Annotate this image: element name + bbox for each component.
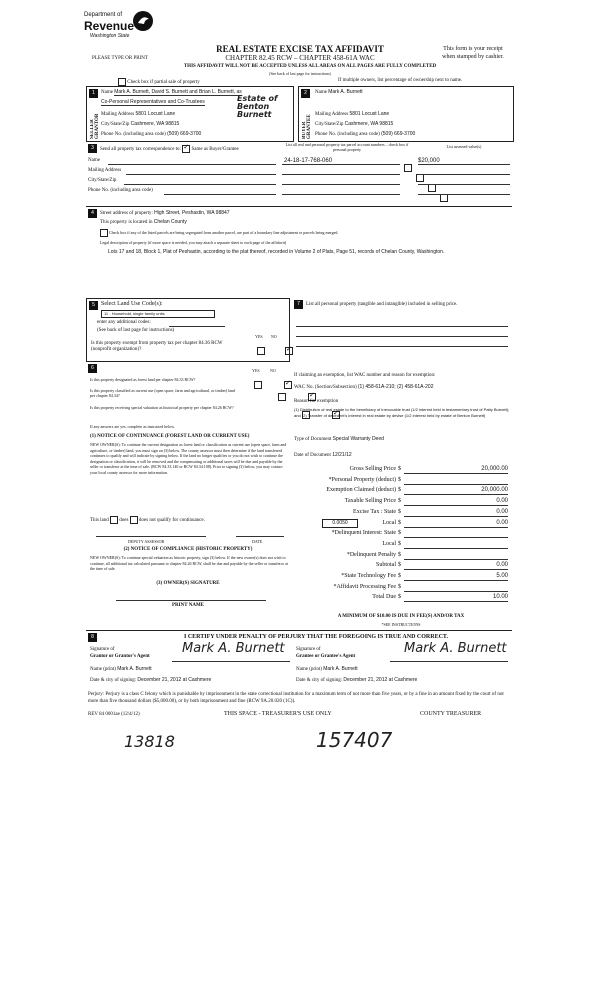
- calc-dollar-sign: $: [398, 551, 401, 558]
- exemption-reason-label: Reason for exemption: [294, 399, 339, 404]
- parcel-field-3[interactable]: [282, 184, 400, 185]
- buyer-address-label: Mailing Address: [315, 112, 349, 117]
- grantor-name-row: [90, 666, 290, 672]
- parcel-field-1[interactable]: [282, 164, 400, 165]
- see-instructions-note: *SEE INSTRUCTIONS: [381, 622, 421, 627]
- doc-date-value[interactable]: 12/21/12: [332, 452, 352, 458]
- buyer-section: [298, 86, 514, 142]
- dept-logo: [84, 10, 164, 50]
- value-field-1[interactable]: [418, 164, 510, 165]
- seller-phone-label: Phone No. (including area code): [101, 132, 166, 137]
- forest-q3: Is this property receiving special valuation as historical property per chapter 84.26 RCW?: [90, 405, 234, 410]
- grantor-name-label: Name (print): [90, 667, 116, 672]
- notice-continuance-title: (1) NOTICE OF CONTINUANCE (FOREST LAND OR CURRENT USE): [90, 434, 250, 439]
- calc-row-value[interactable]: 0.00: [404, 509, 508, 517]
- does-not-label: does not qualify for continuance.: [138, 518, 205, 524]
- exemption-reason-value[interactable]: (1) Distribution of real estate to the beneficiary of irrevocable trust (1/2 interest held in testamentary trust of Patty Burnett); and (2) Transfer of decedent's interest in real estate by devise (1/2 interest held by estate of Benton Burnett): [294, 407, 510, 418]
- grantor-date-label: Date & city of signing:: [90, 678, 137, 683]
- personal-property-checkbox-2[interactable]: [416, 174, 424, 182]
- buyer-name-row: [315, 89, 511, 95]
- calc-row-label: *State Technology Fee: [341, 573, 396, 579]
- buyer-phone-label: Phone No. (including area code): [315, 132, 380, 137]
- select-land-use-label: Select Land Use Code(s):: [101, 301, 163, 307]
- calc-row-value[interactable]: [404, 477, 508, 485]
- doc-type-row: [294, 436, 514, 442]
- segregated-row: [100, 229, 510, 237]
- calc-dollar-sign: $: [398, 530, 401, 537]
- doc-type-label: Type of Document: [294, 437, 332, 442]
- section-6-badge: 6: [88, 364, 97, 373]
- this-land-row: [90, 516, 290, 524]
- street-label: Street address of property:: [100, 211, 153, 216]
- seller-side-label: SELLER GRANTOR: [90, 113, 100, 139]
- corr-phone-label: Phone No. (including area code): [88, 188, 153, 193]
- land-use-section: [86, 298, 290, 362]
- forest-section: [86, 362, 288, 612]
- buyer-phone-value[interactable]: (509) 669-3700: [381, 131, 416, 137]
- personal-property-checkbox-3[interactable]: [428, 184, 436, 192]
- same-as-buyer-checkbox[interactable]: [182, 145, 190, 153]
- receipt-note-1: This form is your receipt: [443, 46, 503, 52]
- wac-row: [294, 384, 514, 390]
- corr-name-label: Name: [88, 158, 100, 163]
- grantee-signature-line[interactable]: [390, 661, 508, 662]
- exemption-claim-label: If claiming an exemption, list WAC number and reason for exemption:: [294, 373, 436, 378]
- segregated-checkbox[interactable]: [100, 229, 108, 237]
- county-treasurer: COUNTY TREASURER: [420, 711, 482, 717]
- grantor-date-value[interactable]: December 21, 2012 at Cashmere: [137, 677, 212, 683]
- seller-handwritten-note: Estate of Benton Burnett: [237, 94, 278, 119]
- seller-section: [86, 86, 294, 142]
- forest-q2: Is this property classified as current use (open space, farm and agricultural, or timber) land per chapter 84.34?: [90, 388, 236, 398]
- owners-signature-label: (3) OWNER(S) SIGNATURE: [156, 581, 220, 586]
- calc-dollar-sign: $: [398, 476, 401, 483]
- notice-compliance-title: (2) NOTICE OF COMPLIANCE (HISTORIC PROPERTY): [123, 547, 253, 552]
- buyer-city-label: City/State/Zip: [315, 122, 344, 127]
- parcel-field-4[interactable]: [282, 194, 400, 195]
- section-3-badge: 3: [88, 144, 97, 153]
- legal-description-value[interactable]: Lots 17 and 18, Block 1, Plat of Peshastin, according to the plat thereof, recorded in Volume 2 of Plats, Page 51, records of Chelan County, Washington.: [108, 249, 445, 255]
- personal-property-line-1[interactable]: [296, 326, 508, 327]
- calc-row-label: Taxable Selling Price: [344, 498, 396, 505]
- certify-statement: I CERTIFY UNDER PENALTY OF PERJURY THAT THE FOREGOING IS TRUE AND CORRECT.: [183, 634, 448, 640]
- seller-phone-value[interactable]: (509) 669-3700: [167, 131, 202, 137]
- street-row: [100, 210, 400, 216]
- corr-city-label: City/State/Zip: [88, 178, 117, 183]
- calc-row-label: *Delinquent Interest: State: [331, 530, 396, 537]
- calc-row-value[interactable]: [404, 584, 508, 592]
- not-accepted-note: THIS AFFIDAVIT WILL NOT BE ACCEPTED UNLESS ALL AREAS ON ALL PAGES ARE FULLY COMPLETED: [183, 64, 437, 69]
- calc-dollar-sign: $: [398, 573, 401, 579]
- buyer-name-label: Name: [315, 90, 327, 95]
- calc-dollar-sign: $: [398, 498, 401, 505]
- dept-line1: Department of: [84, 12, 123, 18]
- buyer-city-row: [315, 121, 511, 127]
- calc-row-value[interactable]: 0.00: [404, 562, 508, 570]
- calc-dollar-sign: $: [398, 562, 401, 569]
- located-value[interactable]: Chelan County: [153, 219, 187, 225]
- if-yes-note: If any answers are yes, complete as instructed below.: [90, 424, 175, 429]
- assessed-value[interactable]: $20,000: [418, 158, 440, 164]
- grantor-date-row: [90, 677, 290, 683]
- value-field-3[interactable]: [418, 184, 510, 185]
- perjury-notice: Perjury: Perjury is a class C felony which is punishable by imprisonment in the state correctional institution for a maximum term of not more than five years, or by a fine in an amount fixed by the court of not more than five thousand dollars ($5,000.00), or by both imprisonment and fine (RCW 9A.20.020 (1C)).: [88, 692, 504, 704]
- calc-row-value[interactable]: [404, 552, 508, 560]
- legal-description-label: Legal description of property (if more space is needed, you may attach a separate sheet to each page of the affidavit): [100, 240, 287, 245]
- personal-property-checkbox-1[interactable]: [404, 164, 412, 172]
- grantee-signature[interactable]: Mark A. Burnett: [404, 641, 507, 656]
- calc-dollar-sign: $: [398, 540, 401, 547]
- forest-q1-no[interactable]: [284, 381, 292, 389]
- calc-dollar-sign: $: [398, 466, 401, 472]
- land-use-see-back: (See back of last page for instructions): [97, 328, 175, 333]
- grantor-sig-label-1: Signature of: [90, 647, 115, 652]
- corr-mailing-field[interactable]: [126, 174, 276, 175]
- calc-row-label: Local: [382, 519, 396, 526]
- land-use-no-header: NO: [271, 334, 277, 339]
- calc-row-label: Local: [382, 540, 396, 547]
- land-use-yes-header: YES: [255, 334, 263, 339]
- owners-signature-line[interactable]: [116, 600, 266, 601]
- land-use-dropdown[interactable]: 11 - Household, single family units: [101, 310, 215, 318]
- handwritten-number-2: 157407: [316, 728, 393, 752]
- does-checkbox[interactable]: [110, 516, 118, 524]
- section-1-badge: 1: [89, 89, 98, 98]
- section-4-badge: 4: [88, 209, 97, 218]
- calc-row-value[interactable]: [404, 530, 508, 538]
- doc-date-label: Date of Document: [294, 453, 331, 458]
- seller-name-value-2[interactable]: Co-Personal Representatives and Co-Trustees: [101, 99, 205, 105]
- personal-property-checkbox-4[interactable]: [440, 194, 448, 202]
- calc-dollar-sign: $: [398, 519, 401, 526]
- notice-continuance-body: NEW OWNER(S): To continue the current designation as forest land or classification as current use (open space, farm and agriculture, or timber) land, you must sign on (3) below. The county assessor must then determine if the land transferred continues to qualify and will indicate by signing below. If the land no longer qualifies or you do not wish to continue the designation or classification, it will be removed and the compensating or additional taxes will be due and payable by the seller or transferor at the time of sale. (RCW 84.33.140 or RCW 84.34.108). Prior to signing (3) below, you may contact your local county assessor for more information.: [90, 442, 287, 475]
- calc-row-value[interactable]: 0.00: [404, 520, 508, 528]
- partial-sale-row: [118, 78, 200, 86]
- notice-compliance-body: NEW OWNER(S): To continue special valuation as historic property, sign (3) below. If the new owner(s) does not wish to continue, all additional tax calculated pursuant to chapter 84.26 RCW, shall be due and payable by the seller or transferor at the time of sale.: [90, 555, 288, 572]
- buyer-address-value[interactable]: 5801 Locust Lane: [349, 111, 390, 117]
- assessor-date-label: DATE: [252, 539, 263, 544]
- value-field-2[interactable]: [418, 174, 510, 175]
- calc-row-value[interactable]: [404, 541, 508, 549]
- grantee-date-label: Date & city of signing:: [296, 678, 343, 683]
- seller-name-label: Name: [101, 90, 113, 95]
- calc-row-label: *Personal Property (deduct): [328, 476, 396, 483]
- partial-sale-checkbox[interactable]: [118, 78, 126, 86]
- form-chapter: CHAPTER 82.45 RCW – CHAPTER 458-61A WAC: [225, 54, 375, 62]
- print-name-label: PRINT NAME: [172, 603, 204, 608]
- calc-row-value[interactable]: 5.00: [404, 573, 508, 581]
- property-section: [86, 206, 512, 267]
- deputy-assessor-label: DEPUTY ASSESSOR: [128, 539, 165, 544]
- buyer-address-row: [315, 111, 511, 117]
- type-or-print: PLEASE TYPE OR PRINT: [92, 56, 148, 61]
- forest-q1-yes[interactable]: [254, 381, 262, 389]
- correspondence-row: [100, 145, 280, 153]
- washington-logo-icon: [132, 10, 154, 32]
- buyer-name-value[interactable]: Mark A. Burnett: [328, 89, 363, 95]
- grantee-sig-label-2: Grantee or Grantee's Agent: [296, 654, 356, 659]
- section-8-badge: 8: [88, 633, 97, 642]
- forest-q1: Is this property designated as forest land per chapter 84.33 RCW?: [90, 377, 196, 382]
- calc-row-label: Gross Selling Price: [349, 466, 396, 472]
- wac-label: WAC No. (Section/Subsection): [294, 385, 357, 390]
- assessor-date-line[interactable]: [236, 536, 284, 537]
- calc-row-value[interactable]: 20,000.00: [404, 487, 508, 495]
- located-label: This property is located in: [100, 220, 153, 225]
- same-as-buyer-label: Same as Buyer/Grantee: [191, 147, 239, 153]
- personal-property-line-2[interactable]: [296, 336, 508, 337]
- parcel-header: List all real and personal property tax parcel account numbers – check box if personal property: [285, 142, 409, 152]
- treasurer-space: THIS SPACE - TREASURER'S USE ONLY: [224, 711, 332, 717]
- forest-yes-header: YES: [252, 368, 260, 373]
- calc-row-value[interactable]: 0.00: [404, 498, 508, 506]
- exempt-yes-checkbox[interactable]: [257, 347, 265, 355]
- calc-row-label: Excise Tax : State: [353, 508, 396, 515]
- seller-city-value[interactable]: Cashmere, WA 98815: [130, 121, 180, 127]
- form-title: REAL ESTATE EXCISE TAX AFFIDAVIT: [216, 44, 384, 54]
- grantee-name-label: Name (print): [296, 667, 322, 672]
- section-5-badge: 5: [89, 301, 98, 310]
- forest-q2-yes[interactable]: [278, 393, 286, 401]
- grantee-date-row: [296, 677, 506, 683]
- dept-line2: Revenue: [84, 19, 135, 33]
- located-row: [100, 219, 400, 225]
- seller-address-label: Mailing Address: [101, 112, 135, 117]
- minimum-due-note: A MINIMUM OF $10.00 IS DUE IN FEE(S) AND/OR TAX: [337, 614, 465, 619]
- seller-city-row: [101, 121, 281, 127]
- calc-dollar-sign: $: [398, 508, 401, 515]
- grantor-signature-line[interactable]: [172, 661, 290, 662]
- buyer-side-label: BUYER GRANTEE: [302, 114, 312, 139]
- grantor-signature[interactable]: Mark A. Burnett: [182, 641, 285, 656]
- parcel-field-2[interactable]: [282, 174, 400, 175]
- grantee-sig-label-1: Signature of: [296, 647, 321, 652]
- calc-row-label: *Delinquent Penalty: [346, 551, 396, 558]
- segregated-label: Check box if any of the listed parcels are being segregated from another parcel, are part of a boundary line adjustment or parcels being merged.: [109, 229, 339, 235]
- parcel-number[interactable]: 24-18-17-768-060: [284, 158, 333, 164]
- calc-row-label: Exemption Claimed (deduct): [326, 487, 396, 494]
- grantee-name-row: [296, 666, 506, 672]
- additional-codes-label: enter any additional codes:: [97, 320, 151, 325]
- correspondence-label: Send all property tax correspondence to:: [100, 147, 181, 153]
- deputy-assessor-line[interactable]: [96, 536, 206, 537]
- doc-date-row: [294, 452, 514, 458]
- buyer-city-value[interactable]: Cashmere, WA 98815: [344, 121, 394, 127]
- handwritten-number-1: 13818: [124, 732, 175, 751]
- value-field-4[interactable]: [418, 194, 510, 195]
- calc-dollar-sign: $: [398, 487, 401, 494]
- does-not-checkbox[interactable]: [130, 516, 138, 524]
- see-back-note: (See back of last page for instructions): [269, 71, 331, 76]
- seller-city-label: City/State/Zip: [101, 122, 130, 127]
- grantee-date-value[interactable]: December 21, 2012 at Cashmere: [343, 677, 418, 683]
- forest-no-header: NO: [270, 368, 276, 373]
- street-value[interactable]: High Street, Peshastin, WA 98847: [154, 210, 230, 216]
- seller-phone-row: [101, 131, 291, 137]
- rev-number: REV 84 0001ae (12/4/12): [88, 712, 140, 717]
- does-label: does: [119, 518, 129, 524]
- receipt-note-2: when stamped by cashier.: [442, 54, 504, 60]
- calc-dollar-sign: $: [398, 594, 401, 601]
- calc-row-value[interactable]: 10.00: [404, 594, 508, 602]
- seller-address-row: [101, 111, 251, 117]
- doc-type-value[interactable]: Special Warranty Deed: [332, 436, 384, 442]
- section-7-badge: 7: [294, 300, 303, 309]
- corr-phone-field[interactable]: [164, 194, 276, 195]
- corr-city-field[interactable]: [124, 184, 276, 185]
- multiple-owners-note: If multiple owners, list percentage of ownership next to name.: [338, 78, 463, 83]
- assessed-value-header: List assessed value(s): [446, 144, 482, 149]
- tax-calculation: [292, 464, 512, 604]
- corr-mailing-label: Mailing Address: [88, 168, 122, 173]
- grantor-name-value[interactable]: Mark A. Burnett: [117, 666, 152, 672]
- grantee-name-value[interactable]: Mark A. Burnett: [323, 666, 358, 672]
- calc-dollar-sign: $: [398, 583, 401, 590]
- buyer-phone-row: [315, 131, 511, 137]
- grantor-sig-label-2: Grantor or Grantor's Agent: [90, 654, 150, 659]
- wac-value[interactable]: (1) 458-61A-210; (2) 458-61A-202: [357, 384, 434, 390]
- dept-line3: Washington State: [90, 33, 130, 39]
- seller-name-value[interactable]: Mark A. Burnett, David S. Burnett and Brian L. Burnett, as: [114, 89, 242, 95]
- exempt-question: Is this property exempt from property tax per chapter 84.36 RCW (nonprofit organization)?: [91, 341, 223, 352]
- partial-sale-label: Check box if partial sale of property: [127, 80, 200, 86]
- certification-section: [86, 630, 512, 691]
- calc-row-value[interactable]: 20,000.00: [404, 466, 508, 474]
- additional-codes-field[interactable]: [169, 326, 225, 327]
- personal-property-line-3[interactable]: [296, 346, 508, 347]
- calc-row-label: Subtotal: [375, 562, 396, 569]
- calc-row-label: Total Due: [372, 594, 396, 601]
- personal-property-section: [292, 298, 512, 362]
- seller-address-value[interactable]: 5801 Locust Lane: [135, 111, 176, 117]
- corr-name-field[interactable]: [108, 164, 276, 165]
- section-2-badge: 2: [301, 89, 310, 98]
- personal-property-label: List all personal property (tangible and intangible) included in selling price.: [306, 302, 458, 307]
- this-land-label: This land: [90, 518, 109, 524]
- calc-row-label: *Affidavit Processing Fee: [333, 583, 396, 590]
- local-rate-box[interactable]: 0.0050: [322, 519, 358, 528]
- correspondence-section: [86, 142, 512, 204]
